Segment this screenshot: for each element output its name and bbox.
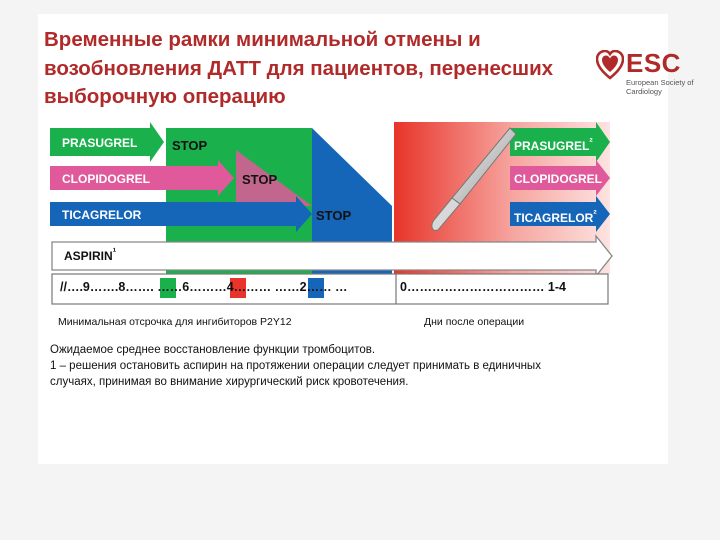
label-aspirin: $ASPIRIN^{^1}$	[64, 247, 117, 263]
footnote-line-3: случаях, принимая во внимание хирургический риск кровотечения.	[50, 376, 409, 388]
page-title	[44, 26, 584, 112]
footnote-line-2: 1 – решения остановить аспирин на протяжении операции следует принимать в единичных	[50, 360, 541, 372]
dapt-timeline-diagram	[40, 120, 620, 335]
title-line-2: возобновления ДАТТ для пациентов, перенесших	[44, 56, 554, 80]
label-clopidogrel-after: CLOPIDOGREL	[514, 172, 603, 186]
logo-subtitle: European Society of Cardiology	[626, 78, 694, 96]
heart-icon	[596, 50, 624, 80]
caption-days-after: Дни после операции	[424, 316, 525, 328]
footnote-line-1: Ожидаемое среднее восстановление функции тромбоцитов.	[50, 344, 376, 356]
stop-prasugrel: STOP	[172, 138, 208, 153]
stop-ticagrelor: STOP	[316, 208, 352, 223]
label-clopidogrel: CLOPIDOGREL	[62, 172, 151, 186]
caption-minimal-delay: Минимальная отсрочка для ингибиторов P2Y12	[58, 316, 292, 328]
label-prasugrel-after: $PRASUGREL^{^2}$	[514, 137, 593, 153]
timeline-days-before: //….9…….8……. ……6………4……… ……2…… …	[60, 280, 348, 294]
timeline-days-after: 0…………………………… 1-4	[400, 280, 566, 294]
title-line-3: выборочную операцию	[44, 85, 286, 108]
stop-clopidogrel: STOP	[242, 172, 278, 187]
aspirin-arrow	[52, 236, 612, 276]
label-ticagrelor-after: $TICAGRELOR^{^2}$	[514, 209, 597, 225]
label-ticagrelor: TICAGRELOR	[62, 208, 142, 222]
logo-name: ESC	[626, 48, 681, 78]
esc-logo	[594, 48, 704, 108]
title-line-1: Временные рамки минимальной отмены и	[44, 28, 481, 51]
footnote	[50, 342, 670, 390]
label-prasugrel: PRASUGREL	[62, 136, 138, 150]
